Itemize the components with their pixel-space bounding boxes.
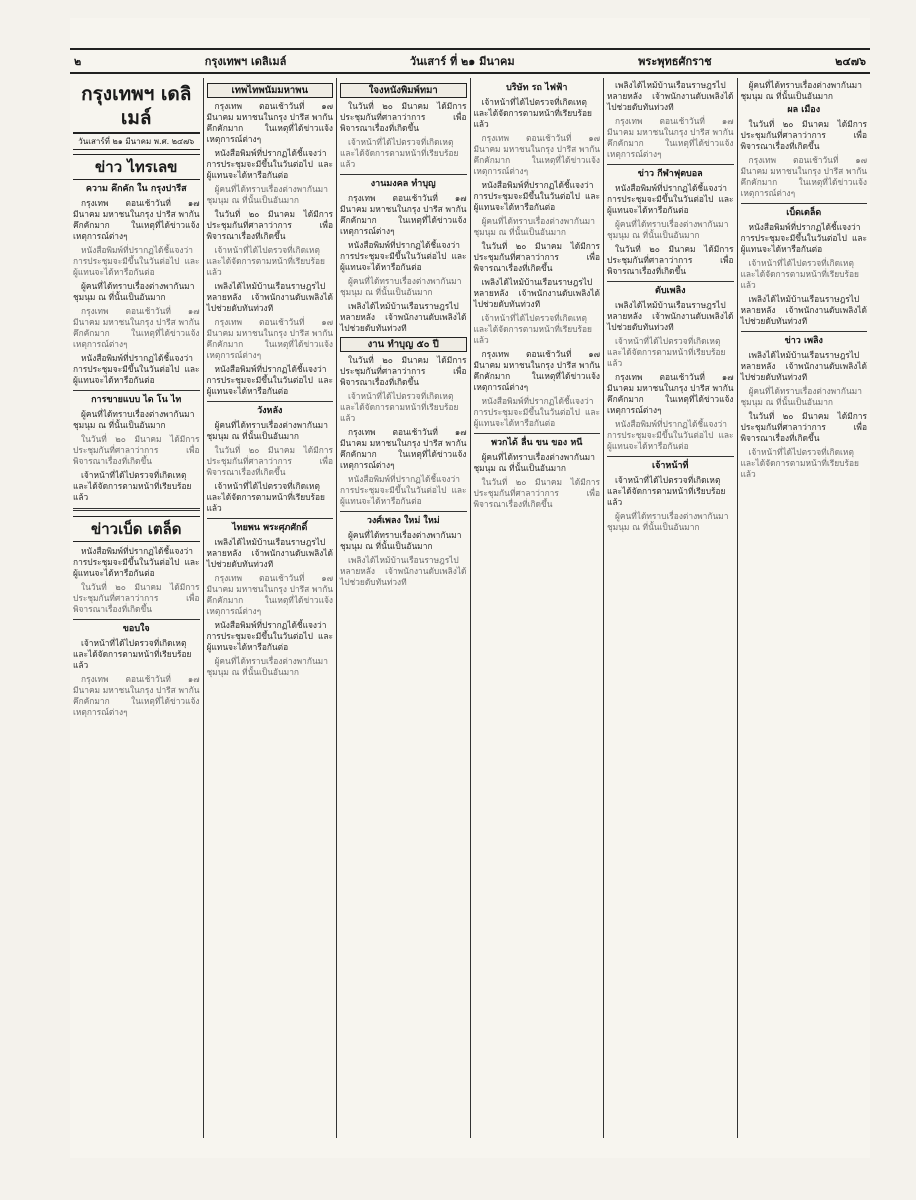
divider [73, 390, 200, 391]
article-paragraph: ในวันที่ ๒๐ มีนาคม ได้มีการประชุมกันที่ศาลาว่าการ เพื่อพิจารณาเรื่องที่เกิดขึ้น [73, 434, 200, 466]
article-paragraph: กรุงเทพ ตอนเช้าวันที่ ๑๗ มีนาคม มหาชนในกรุง ปารีส พากันคึกคักมาก ในเหตุที่ได้ข่าวแจ้งเหตุการณ์ต่างๆ [73, 306, 200, 349]
masthead-title: กรุงเทพฯ เดลิเมล์ [73, 80, 200, 134]
article-paragraph: กรุงเทพ ตอนเช้าวันที่ ๑๗ มีนาคม มหาชนในกรุง ปารีส พากันคึกคักมาก ในเหตุที่ได้ข่าวแจ้งเหตุการณ์ต่างๆ [607, 116, 734, 159]
article-paragraph: เจ้าหน้าที่ได้ไปตรวจที่เกิดเหตุ และได้จัดการตามหน้าที่เรียบร้อยแล้ว [340, 137, 459, 169]
header-paper-name: กรุงเทพฯ เดลิเมล์ [204, 55, 287, 68]
article-paragraph: หนังสือพิมพ์ที่ปรากฏได้ชี้แจงว่า การประชุมจะมีขึ้นในวันต่อไป และผู้แทนจะได้หารือกันต่อ [206, 364, 333, 396]
headline-telegram-news: ข่าว ไทรเลข [73, 154, 200, 180]
column-layout [70, 78, 870, 1138]
article-paragraph: ในวันที่ ๒๐ มีนาคม ได้มีการประชุมกันที่ศาลาว่าการ เพื่อพิจารณาเรื่องที่เกิดขึ้น [206, 445, 333, 477]
article-paragraph: เจ้าหน้าที่ได้ไปตรวจที่เกิดเหตุ และได้จัดการตามหน้าที่เรียบร้อยแล้ว [473, 97, 592, 129]
page-header-bar [70, 48, 870, 74]
article-paragraph: ในวันที่ ๒๐ มีนาคม ได้มีการประชุมกันที่ศาลาว่าการ เพื่อพิจารณาเรื่องที่เกิดขึ้น [740, 411, 867, 443]
article-paragraph: เพลิงได้ไหม้บ้านเรือนราษฎรไปหลายหลัง เจ้าพนักงานดับเพลิงได้ไปช่วยดับทันท่วงที [607, 300, 734, 332]
article-paragraph: ผู้คนที่ได้ทราบเรื่องต่างพากันมาชุมนุม ณ ที่นั้นเป็นอันมาก [73, 281, 195, 302]
column-1 [70, 78, 204, 1138]
article-paragraph: หนังสือพิมพ์ที่ปรากฏได้ชี้แจงว่า การประชุมจะมีขึ้นในวันต่อไป และผู้แทนจะได้หารือกันต่อ [340, 474, 467, 506]
section-heading-col2: เทพไทพนัมมหาพน [207, 83, 334, 98]
section-heading-col6: ผล เมือง [787, 105, 821, 115]
section-heading-wanglang: วังหลัง [257, 406, 283, 416]
article-paragraph: ผู้คนที่ได้ทราบเรื่องต่างพากันมาชุมนุม ณ ที่นั้นเป็นอันมาก [473, 452, 595, 473]
column-4 [471, 78, 605, 1138]
section-heading-col5: ข่าว กีฬาฟุตบอล [637, 169, 703, 179]
article-paragraph: กรุงเทพ ตอนเช้าวันที่ ๑๗ มีนาคม มหาชนในกรุง ปารีส พากันคึกคักมาก ในเหตุที่ได้ข่าวแจ้งเหตุการณ์ต่างๆ [206, 573, 333, 616]
article-paragraph: กรุงเทพ ตอนเช้าวันที่ ๑๗ มีนาคม มหาชนในกรุง ปารีส พากันคึกคักมาก ในเหตุที่ได้ข่าวแจ้งเหตุการณ์ต่างๆ [340, 193, 467, 236]
divider [73, 508, 200, 511]
article-paragraph: ในวันที่ ๒๐ มีนาคม ได้มีการประชุมกันที่ศาลาว่าการ เพื่อพิจารณาเรื่องที่เกิดขึ้น [340, 101, 467, 133]
section-heading-col4-low: พวกได้ ลื่น ขน ของ หนี [491, 438, 583, 448]
article-paragraph: ผู้คนที่ได้ทราบเรื่องต่างพากันมาชุมนุม ณ ที่นั้นเป็นอันมาก [473, 216, 595, 237]
article-paragraph: ผู้คนที่ได้ทราบเรื่องต่างพากันมาชุมนุม ณ ที่นั้นเป็นอันมาก [206, 656, 328, 677]
article-paragraph: กรุงเทพ ตอนเช้าวันที่ ๑๗ มีนาคม มหาชนในกรุง ปารีส พากันคึกคักมาก ในเหตุที่ได้ข่าวแจ้งเหตุการณ์ต่างๆ [607, 372, 734, 415]
header-year: ๒๔๗๖ [835, 55, 866, 68]
article-paragraph: เจ้าหน้าที่ได้ไปตรวจที่เกิดเหตุ และได้จัดการตามหน้าที่เรียบร้อยแล้ว [473, 313, 592, 345]
article-paragraph: เจ้าหน้าที่ได้ไปตรวจที่เกิดเหตุ และได้จัดการตามหน้าที่เรียบร้อยแล้ว [607, 336, 726, 368]
article-paragraph: กรุงเทพ ตอนเช้าวันที่ ๑๗ มีนาคม มหาชนในกรุง ปารีส พากันคึกคักมาก ในเหตุที่ได้ข่าวแจ้งเหตุการณ์ต่างๆ [340, 427, 467, 470]
column-6 [738, 78, 871, 1138]
article-paragraph: หนังสือพิมพ์ที่ปรากฏได้ชี้แจงว่า การประชุมจะมีขึ้นในวันต่อไป และผู้แทนจะได้หารือกันต่อ [340, 240, 467, 272]
article-paragraph: หนังสือพิมพ์ที่ปรากฏได้ชี้แจงว่า การประชุมจะมีขึ้นในวันต่อไป และผู้แทนจะได้หารือกันต่อ [73, 546, 200, 578]
article-paragraph: เจ้าหน้าที่ได้ไปตรวจที่เกิดเหตุ และได้จัดการตามหน้าที่เรียบร้อยแล้ว [73, 638, 192, 670]
divider [207, 518, 334, 519]
newspaper-page [70, 18, 870, 1158]
article-paragraph: ในวันที่ ๒๐ มีนาคม ได้มีการประชุมกันที่ศาลาว่าการ เพื่อพิจารณาเรื่องที่เกิดขึ้น [473, 477, 600, 509]
headline-misc-news: ข่าวเบ็ด เตล็ด [73, 516, 200, 542]
article-paragraph: ในวันที่ ๒๐ มีนาคม ได้มีการประชุมกันที่ศาลาว่าการ เพื่อพิจารณาเรื่องที่เกิดขึ้น [340, 355, 467, 387]
article-paragraph: เจ้าหน้าที่ได้ไปตรวจที่เกิดเหตุ และได้จัดการตามหน้าที่เรียบร้อยแล้ว [206, 481, 325, 513]
divider [73, 619, 200, 620]
article-paragraph: ผู้คนที่ได้ทราบเรื่องต่างพากันมาชุมนุม ณ ที่นั้นเป็นอันมาก [340, 530, 462, 551]
article-paragraph: ในวันที่ ๒๐ มีนาคม ได้มีการประชุมกันที่ศาลาว่าการ เพื่อพิจารณาเรื่องที่เกิดขึ้น [206, 209, 333, 241]
header-section: พระพุทธศักราช [638, 55, 712, 68]
article-paragraph: หนังสือพิมพ์ที่ปรากฏได้ชี้แจงว่า การประชุมจะมีขึ้นในวันต่อไป และผู้แทนจะได้หารือกันต่อ [473, 180, 600, 212]
article-paragraph: กรุงเทพ ตอนเช้าวันที่ ๑๗ มีนาคม มหาชนในกรุง ปารีส พากันคึกคักมาก ในเหตุที่ได้ข่าวแจ้งเหตุการณ์ต่างๆ [473, 133, 600, 176]
article-paragraph: เพลิงได้ไหม้บ้านเรือนราษฎรไปหลายหลัง เจ้าพนักงานดับเพลิงได้ไปช่วยดับทันท่วงที [340, 301, 467, 333]
section-heading-col3: ใจงหนังพิมพ์ทมา [340, 83, 467, 98]
article-paragraph: ผู้คนที่ได้ทราบเรื่องต่างพากันมาชุมนุม ณ ที่นั้นเป็นอันมาก [206, 184, 328, 205]
article-paragraph: หนังสือพิมพ์ที่ปรากฏได้ชี้แจงว่า การประชุมจะมีขึ้นในวันต่อไป และผู้แทนจะได้หารือกันต่อ [73, 353, 200, 385]
article-paragraph: ในวันที่ ๒๐ มีนาคม ได้มีการประชุมกันที่ศาลาว่าการ เพื่อพิจารณาเรื่องที่เกิดขึ้น [473, 241, 600, 273]
article-paragraph: เจ้าหน้าที่ได้ไปตรวจที่เกิดเหตุ และได้จัดการตามหน้าที่เรียบร้อยแล้ว [607, 475, 726, 507]
article-paragraph: เพลิงได้ไหม้บ้านเรือนราษฎรไปหลายหลัง เจ้าพนักงานดับเพลิงได้ไปช่วยดับทันท่วงที [340, 555, 467, 587]
section-heading-fire: ตับเพลิง [655, 286, 686, 296]
article-paragraph: เจ้าหน้าที่ได้ไปตรวจที่เกิดเหตุ และได้จัดการตามหน้าที่เรียบร้อยแล้ว [340, 391, 459, 423]
article-paragraph: เจ้าหน้าที่ได้ไปตรวจที่เกิดเหตุ และได้จัดการตามหน้าที่เรียบร้อยแล้ว [740, 447, 859, 479]
article-paragraph: ในวันที่ ๒๐ มีนาคม ได้มีการประชุมกันที่ศาลาว่าการ เพื่อพิจารณาเรื่องที่เกิดขึ้น [740, 119, 867, 151]
article-paragraph: เพลิงได้ไหม้บ้านเรือนราษฎรไปหลายหลัง เจ้าพนักงานดับเพลิงได้ไปช่วยดับทันท่วงที [473, 277, 600, 309]
article-paragraph: เพลิงได้ไหม้บ้านเรือนราษฎรไปหลายหลัง เจ้าพนักงานดับเพลิงได้ไปช่วยดับทันท่วงที [740, 350, 867, 382]
article-paragraph: เพลิงได้ไหม้บ้านเรือนราษฎรไปหลายหลัง เจ้าพนักงานดับเพลิงได้ไปช่วยดับทันท่วงที [206, 281, 333, 313]
divider [741, 203, 868, 204]
article-paragraph: เจ้าหน้าที่ได้ไปตรวจที่เกิดเหตุ และได้จัดการตามหน้าที่เรียบร้อยแล้ว [740, 258, 859, 290]
article-paragraph: ผู้คนที่ได้ทราบเรื่องต่างพากันมาชุมนุม ณ ที่นั้นเป็นอันมาก [340, 276, 462, 297]
article-paragraph: หนังสือพิมพ์ที่ปรากฏได้ชี้แจงว่า การประชุมจะมีขึ้นในวันต่อไป และผู้แทนจะได้หารือกันต่อ [206, 148, 333, 180]
article-paragraph: ในวันที่ ๒๐ มีนาคม ได้มีการประชุมกันที่ศาลาว่าการ เพื่อพิจารณาเรื่องที่เกิดขึ้น [73, 582, 200, 614]
article-paragraph: ผู้คนที่ได้ทราบเรื่องต่างพากันมาชุมนุม ณ ที่นั้นเป็นอันมาก [740, 80, 862, 101]
article-paragraph: หนังสือพิมพ์ที่ปรากฏได้ชี้แจงว่า การประชุมจะมีขึ้นในวันต่อไป และผู้แทนจะได้หารือกันต่อ [473, 396, 600, 428]
subheadline-paris: ความ คึกคัก ใน กรุงปารีส [85, 184, 187, 194]
article-paragraph: กรุงเทพ ตอนเช้าวันที่ ๑๗ มีนาคม มหาชนในกรุง ปารีส พากันคึกคักมาก ในเหตุที่ได้ข่าวแจ้งเหตุการณ์ต่างๆ [73, 674, 200, 717]
section-heading-fire-news: ข่าว เพลิง [784, 336, 823, 346]
article-paragraph: กรุงเทพ ตอนเช้าวันที่ ๑๗ มีนาคม มหาชนในกรุง ปารีส พากันคึกคักมาก ในเหตุที่ได้ข่าวแจ้งเหตุการณ์ต่างๆ [206, 101, 333, 144]
article-paragraph: ผู้คนที่ได้ทราบเรื่องต่างพากันมาชุมนุม ณ ที่นั้นเป็นอันมาก [206, 420, 328, 441]
article-paragraph: ผู้คนที่ได้ทราบเรื่องต่างพากันมาชุมนุม ณ ที่นั้นเป็นอันมาก [607, 219, 729, 240]
section-heading-thanks: ขอบใจ [122, 624, 150, 634]
article-paragraph: ในวันที่ ๒๐ มีนาคม ได้มีการประชุมกันที่ศาลาว่าการ เพื่อพิจารณาเรื่องที่เกิดขึ้น [607, 244, 734, 276]
divider [607, 456, 734, 457]
divider [340, 511, 467, 512]
article-paragraph: เพลิงได้ไหม้บ้านเรือนราษฎรไปหลายหลัง เจ้าพนักงานดับเพลิงได้ไปช่วยดับทันท่วงที [607, 80, 734, 112]
section-heading-merit: งาน ทำบุญ ๕๐ ปี [340, 337, 467, 352]
divider [741, 331, 868, 332]
section-heading-officials: เจ้าหน้าที่ [652, 461, 689, 471]
divider [607, 164, 734, 165]
article-paragraph: เจ้าหน้าที่ได้ไปตรวจที่เกิดเหตุ และได้จัดการตามหน้าที่เรียบร้อยแล้ว [73, 470, 192, 502]
column-5 [604, 78, 738, 1138]
article-paragraph: หนังสือพิมพ์ที่ปรากฏได้ชี้แจงว่า การประชุมจะมีขึ้นในวันต่อไป และผู้แทนจะได้หารือกันต่อ [206, 620, 333, 652]
divider [607, 281, 734, 282]
article-paragraph: เจ้าหน้าที่ได้ไปตรวจที่เกิดเหตุ และได้จัดการตามหน้าที่เรียบร้อยแล้ว [206, 245, 325, 277]
article-paragraph: หนังสือพิมพ์ที่ปรากฏได้ชี้แจงว่า การประชุมจะมีขึ้นในวันต่อไป และผู้แทนจะได้หารือกันต่อ [73, 245, 200, 277]
section-heading-misc: เบ็ดเตล็ด [786, 208, 822, 218]
column-3 [337, 78, 471, 1138]
article-paragraph: กรุงเทพ ตอนเช้าวันที่ ๑๗ มีนาคม มหาชนในกรุง ปารีส พากันคึกคักมาก ในเหตุที่ได้ข่าวแจ้งเหตุการณ์ต่างๆ [73, 198, 200, 241]
article-paragraph: หนังสือพิมพ์ที่ปรากฏได้ชี้แจงว่า การประชุมจะมีขึ้นในวันต่อไป และผู้แทนจะได้หารือกันต่อ [740, 222, 867, 254]
section-heading-col4: บริษัท รถ ไฟฟ้า [506, 83, 568, 93]
article-paragraph: เพลิงได้ไหม้บ้านเรือนราษฎรไปหลายหลัง เจ้าพนักงานดับเพลิงได้ไปช่วยดับทันท่วงที [206, 537, 333, 569]
article-paragraph: หนังสือพิมพ์ที่ปรากฏได้ชี้แจงว่า การประชุมจะมีขึ้นในวันต่อไป และผู้แทนจะได้หารือกันต่อ [607, 183, 734, 215]
divider [474, 433, 601, 434]
article-paragraph: เพลิงได้ไหม้บ้านเรือนราษฎรไปหลายหลัง เจ้าพนักงานดับเพลิงได้ไปช่วยดับทันท่วงที [740, 294, 867, 326]
article-paragraph: กรุงเทพ ตอนเช้าวันที่ ๑๗ มีนาคม มหาชนในกรุง ปารีส พากันคึกคักมาก ในเหตุที่ได้ข่าวแจ้งเหตุการณ์ต่างๆ [473, 349, 600, 392]
page-number: ๒ [74, 55, 82, 68]
masthead-date: วันเสาร์ที่ ๒๑ มีนาคม พ.ศ. ๒๔๗๖ [73, 134, 200, 150]
article-paragraph: กรุงเทพ ตอนเช้าวันที่ ๑๗ มีนาคม มหาชนในกรุง ปารีส พากันคึกคักมาก ในเหตุที่ได้ข่าวแจ้งเหตุการณ์ต่างๆ [206, 317, 333, 360]
article-paragraph: กรุงเทพ ตอนเช้าวันที่ ๑๗ มีนาคม มหาชนในกรุง ปารีส พากันคึกคักมาก ในเหตุที่ได้ข่าวแจ้งเหตุการณ์ต่างๆ [740, 155, 867, 198]
column-2 [204, 78, 338, 1138]
article-paragraph: ผู้คนที่ได้ทราบเรื่องต่างพากันมาชุมนุม ณ ที่นั้นเป็นอันมาก [607, 511, 729, 532]
section-heading-songs: วงศ์เพลง ใหม่ ใหม่ [366, 516, 440, 526]
divider [340, 174, 467, 175]
section-heading-sales: การขายแบบ ได โน ไท [91, 395, 182, 405]
section-heading-ceremony: งานมงคล ทำบุญ [370, 179, 436, 189]
header-date: วันเสาร์ ที่ ๒๑ มีนาคม [409, 55, 515, 68]
section-heading-col2-low: ไทยพน พระศุภศักดิ์ [232, 523, 308, 533]
article-paragraph: ผู้คนที่ได้ทราบเรื่องต่างพากันมาชุมนุม ณ ที่นั้นเป็นอันมาก [740, 386, 862, 407]
article-paragraph: หนังสือพิมพ์ที่ปรากฏได้ชี้แจงว่า การประชุมจะมีขึ้นในวันต่อไป และผู้แทนจะได้หารือกันต่อ [607, 419, 734, 451]
divider [207, 401, 334, 402]
article-paragraph: ผู้คนที่ได้ทราบเรื่องต่างพากันมาชุมนุม ณ ที่นั้นเป็นอันมาก [73, 409, 195, 430]
